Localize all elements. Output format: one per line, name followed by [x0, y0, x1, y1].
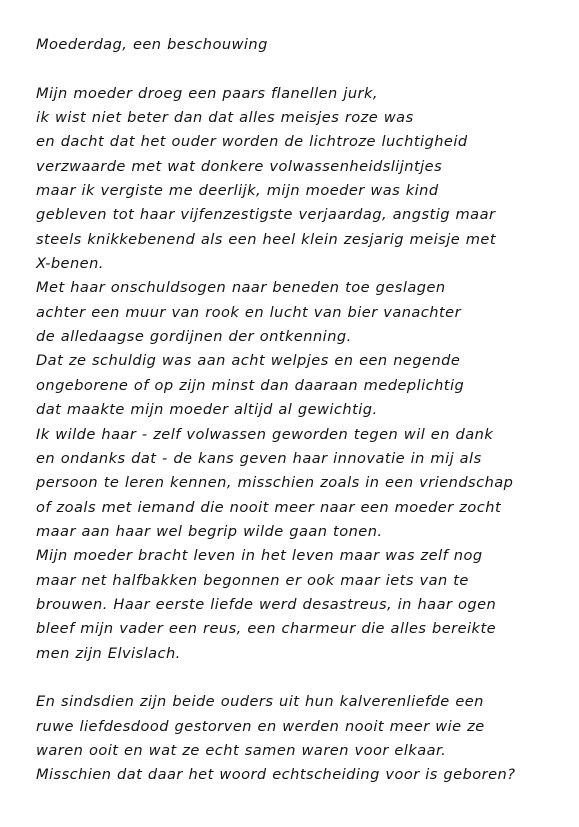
poem-line: verzwaarde met wat donkere volwassenheidslijntjes	[36, 157, 443, 175]
poem-line: X-benen.	[36, 255, 104, 273]
poem-line: waren ooit en wat ze echt samen waren voor elkaar.	[36, 741, 447, 759]
poem-line: maar net halfbakken begonnen er ook maar iets van te	[36, 571, 469, 589]
poem-line: steels knikkebenend als een heel klein zesjarig meisje met	[36, 230, 496, 248]
poem-line: ongeborene of op zijn minst dan daaraan medeplichtig	[36, 376, 465, 394]
poem-line	[36, 57, 571, 81]
poem-line: achter een muur van rook en lucht van bier vanachter	[36, 303, 462, 321]
poem-line: Mijn moeder bracht leven in het leven maar was zelf nog	[36, 547, 483, 565]
poem-line: of zoals met iemand die nooit meer naar een moeder zocht	[36, 498, 502, 516]
poem-line: maar ik vergiste me deerlijk, mijn moeder was kind	[36, 182, 439, 200]
poem-line: Mijn moeder droeg een paars flanellen jurk,	[36, 84, 378, 102]
poem-line: Met haar onschuldsogen naar beneden toe geslagen	[36, 279, 446, 297]
poem-text	[36, 33, 571, 788]
poem-line: en ondanks dat - de kans geven haar innovatie in mij als	[36, 449, 482, 467]
poem-line: Ik wilde haar - zelf volwassen geworden tegen wil en dank	[36, 425, 494, 443]
poem-line: ruwe liefdesdood gestorven en werden nooit meer wie ze	[36, 717, 485, 735]
poem-line: gebleven tot haar vijfenzestigste verjaardag, angstig maar	[36, 206, 496, 224]
poem-line: ik wist niet beter dan dat alles meisjes roze was	[36, 109, 414, 127]
poem-line: en dacht dat het ouder worden de lichtroze luchtigheid	[36, 133, 468, 151]
poem-line: Dat ze schuldig was aan acht welpjes en een negende	[36, 352, 461, 370]
poem-line: dat maakte mijn moeder altijd al gewichtig.	[36, 401, 378, 419]
poem-line: bleef mijn vader een reus, een charmeur die alles bereikte	[36, 620, 497, 638]
poem-line: men zijn Elvislach.	[36, 644, 181, 662]
poem-line: brouwen. Haar eerste liefde werd desastreus, in haar ogen	[36, 595, 497, 613]
poem-line: maar aan haar wel begrip wilde gaan tonen.	[36, 522, 383, 540]
poem-line	[36, 666, 571, 690]
poem-line: Misschien dat daar het woord echtscheiding voor is geboren?	[36, 766, 516, 784]
poem-line: persoon te leren kennen, misschien zoals in een vriendschap	[36, 474, 514, 492]
poem-line: de alledaagse gordijnen der ontkenning.	[36, 328, 352, 346]
poem-line: En sindsdien zijn beide ouders uit hun kalverenliefde een	[36, 693, 484, 711]
poem-title: Moederdag, een beschouwing	[36, 36, 268, 53]
